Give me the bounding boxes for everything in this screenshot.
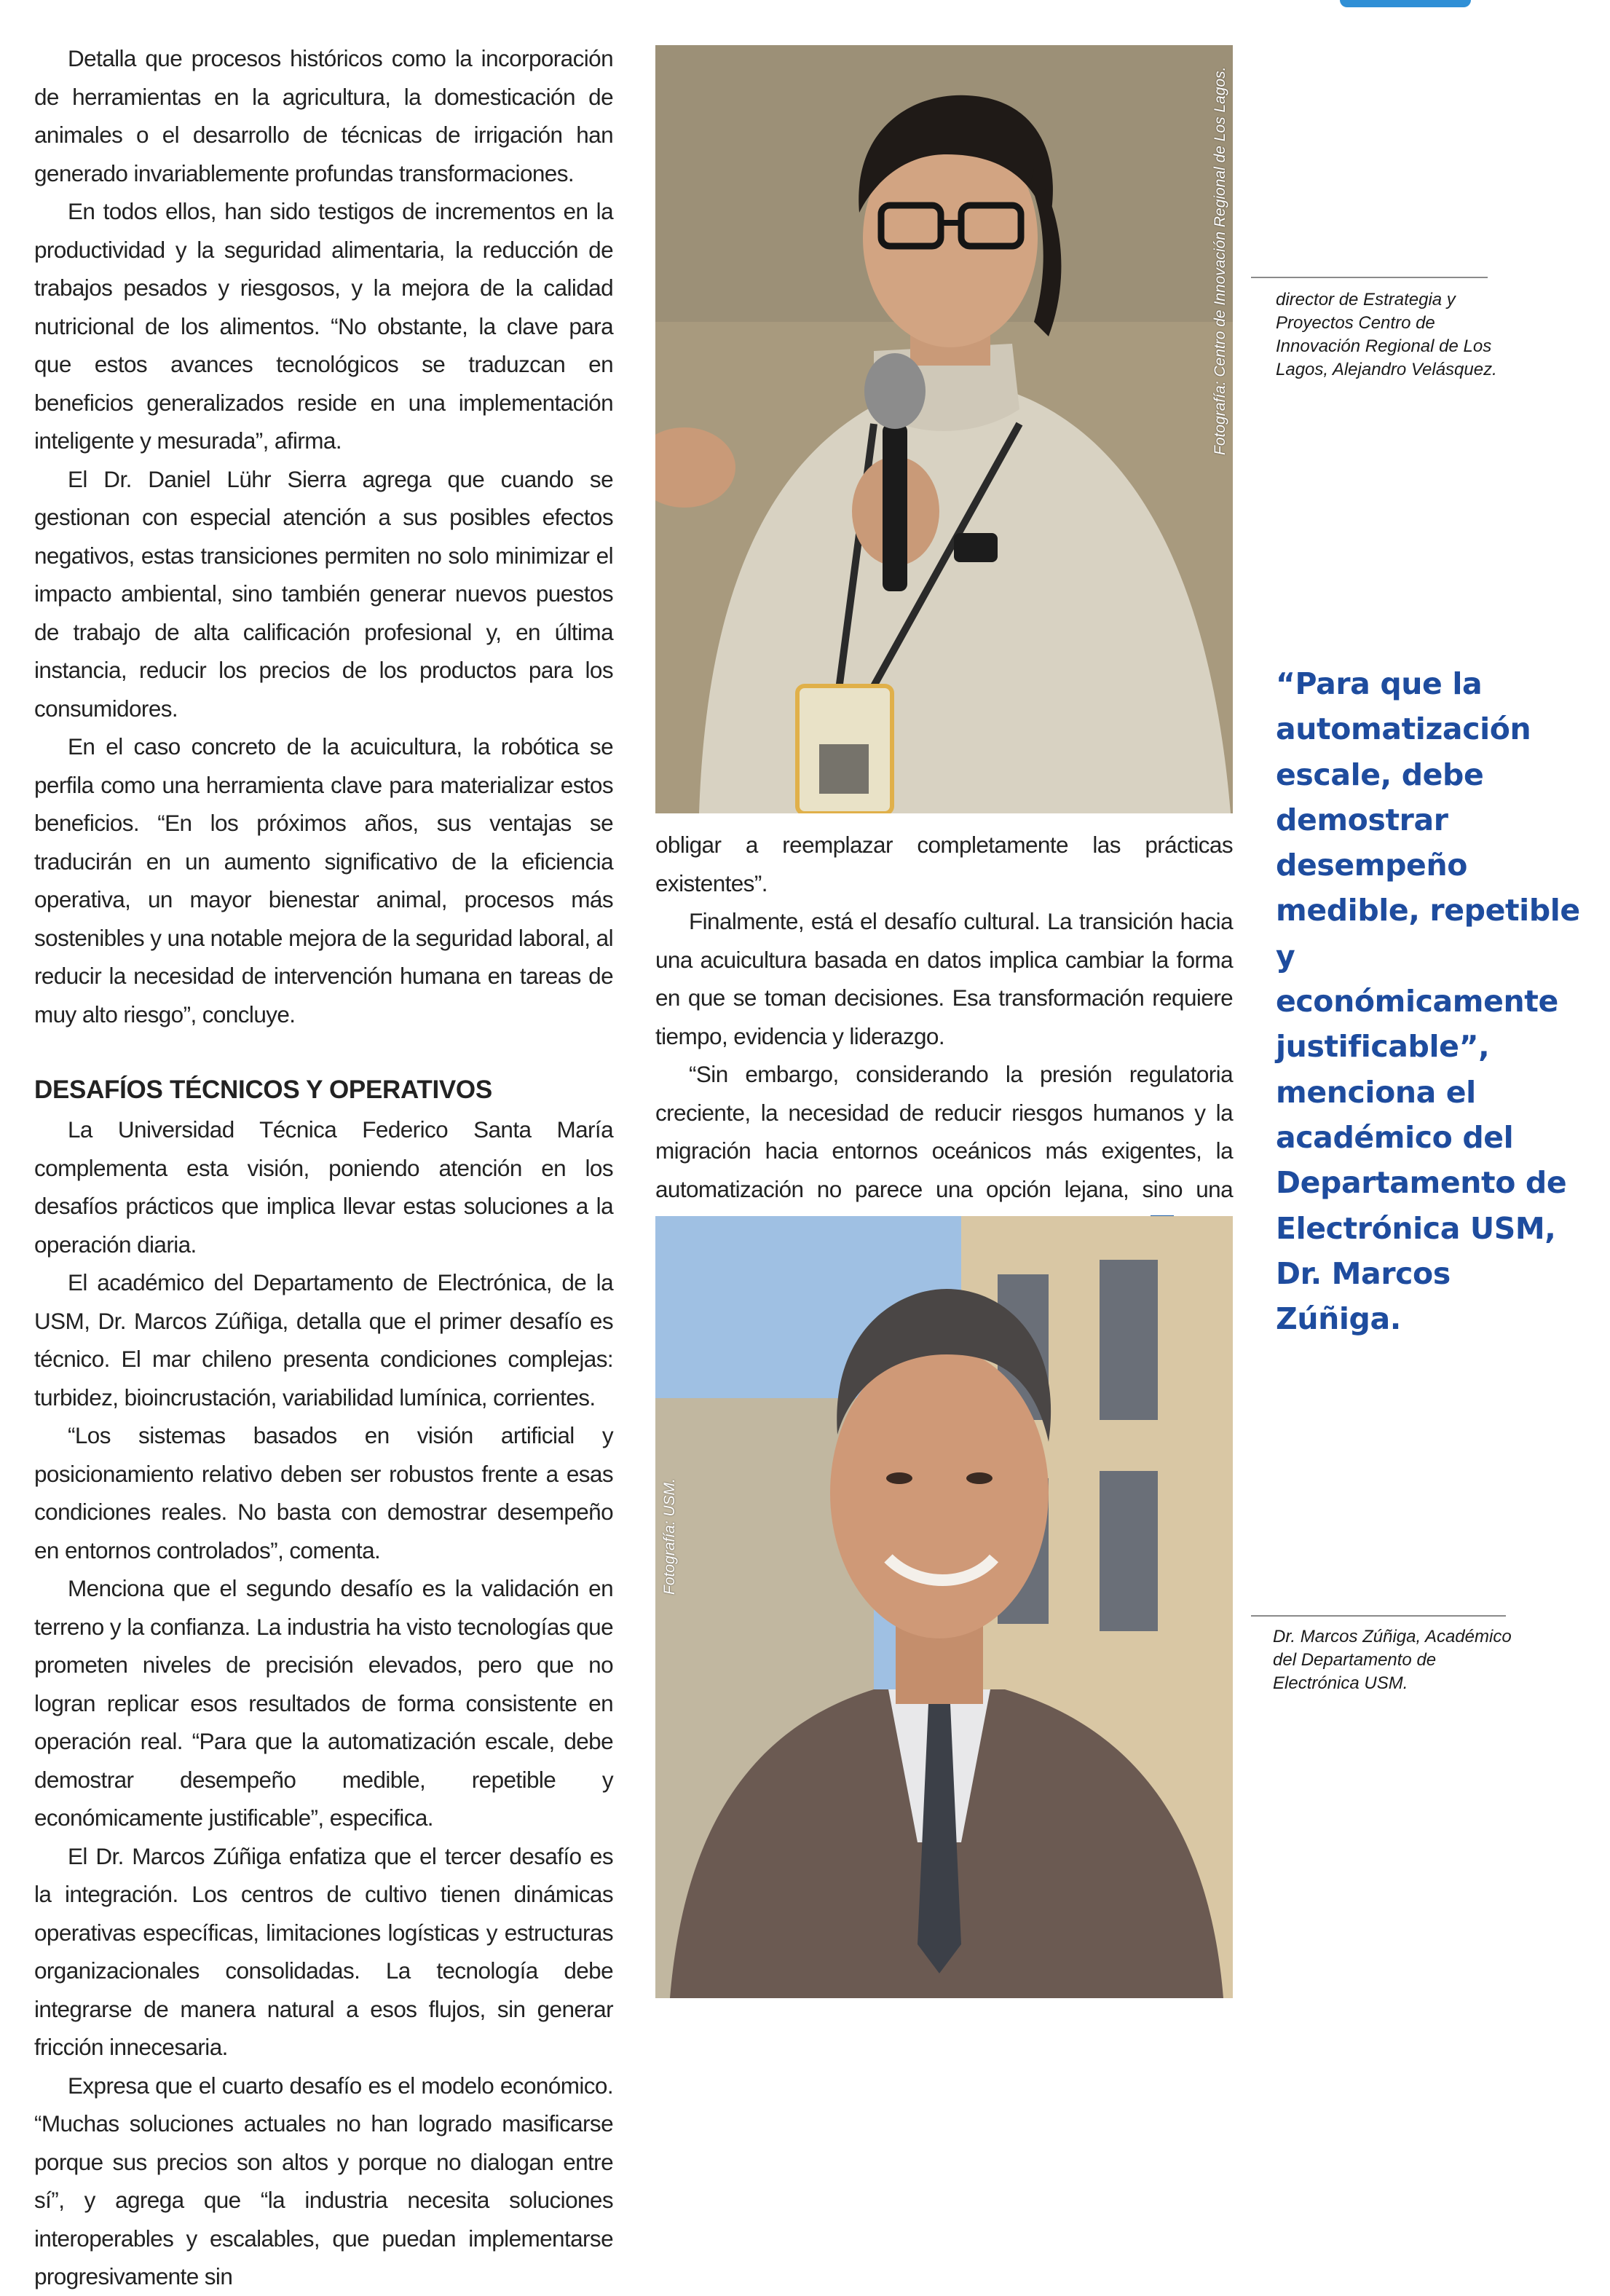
top-accent-shape (1340, 0, 1471, 7)
body-paragraph: “Los sistemas basados en visión artificial y posicionamiento relativo deben ser robustos frente a esas condiciones reales. No basta con demostrar desempeño en entornos controlados”, comenta. (34, 1422, 613, 1563)
speaker-illustration (655, 45, 1233, 813)
body-paragraph: Menciona que el segundo desafío es la validación en terreno y la confianza. La industria ha visto tecnologías que prometen niveles de precisión elevados, pero que no logran replicar esos resultados de forma consistente en operación real. “Para que la automatización escale, debe demostrar desempeño medible, repetible y económicamente justificable”, especifica. (34, 1575, 613, 1831)
body-paragraph: Detalla que procesos históricos como la incorporación de herramientas en la agricultura, la domesticación de animales o el desarrollo de técnicas de irrigación han generado invariablemente profundas transformaciones. (34, 45, 613, 186)
photo-caption: director de Estrategia y Proyectos Centro de Innovación Regional de Los Lagos, Alejandro Velásquez. (1276, 290, 1497, 379)
body-paragraph: La Universidad Técnica Federico Santa María complementa esta visión, poniendo atención en los desafíos prácticos que implica llevar estas soluciones a la operación diaria. (34, 1116, 613, 1258)
caption-divider (1251, 1615, 1506, 1617)
body-paragraph: En todos ellos, han sido testigos de incrementos en la productividad y la seguridad alimentaria, la reducción de trabajos pesados y riesgosos, y la mejora de la calidad nutricional de los alimentos. “No obstante, la clave para que estos avances tecnológicos se traduzcan en beneficios generalizados reside en una implementación inteligente y mesurada”, afirma. (34, 198, 613, 454)
body-paragraph: El Dr. Daniel Lühr Sierra agrega que cuando se gestionan con especial atención a sus posibles efectos negativos, estas transiciones permiten no solo minimizar el impacto ambiental, sino también generar nuevos puestos de trabajo de alta calificación profesional y, en última instancia, reducir los precios de los productos para los consumidores. (34, 465, 613, 722)
portrait-illustration (655, 1216, 1233, 1998)
portrait-photo (655, 1216, 1233, 1998)
photo-credit: Fotografía: USM. (661, 1478, 678, 1595)
photo-credit: Fotografía: Centro de Innovación Regional de Los Lagos. (1212, 66, 1228, 455)
body-paragraph: En el caso concreto de la acuicultura, la robótica se perfila como una herramienta clave para materializar estos beneficios. “En los próximos años, sus ventajas se traducirán en un aumento significativo de la eficiencia operativa, un mayor bienestar animal, procesos más sostenibles y una notable mejora de la seguridad laboral, al reducir la necesidad de intervención humana en tareas de muy alto riesgo”, concluye. (34, 733, 613, 1027)
section-heading: DESAFÍOS TÉCNICOS Y OPERATIVOS (34, 1076, 492, 1104)
caption-divider (1251, 277, 1488, 278)
body-paragraph: Finalmente, está el desafío cultural. La transición hacia una acuicultura basada en datos implica cambiar la forma en que se toman decisiones. Esa transformación requiere tiempo, evidencia y liderazgo. (655, 908, 1233, 1049)
pull-quote: “Para que la automatización escale, debe demostrar desempeño medible, repetible y económicamente justificable”, menciona el académico del Departamento de Electrónica USM, Dr. Marcos Zúñiga. (1276, 666, 1580, 1337)
body-paragraph: Expresa que el cuarto desafío es el modelo económico. “Muchas soluciones actuales no han logrado masificarse porque sus precios son altos y porque no dialogan entre sí”, y agrega que “la industria necesita soluciones interoperables y escalables, que puedan implementarse progresivamente sin (34, 2072, 613, 2289)
middle-text-column (655, 826, 1233, 1247)
body-paragraph: obligar a reemplazar completamente las prácticas existentes”. (655, 832, 1233, 896)
photo-caption: Dr. Marcos Zúñiga, Académico del Departamento de Electrónica USM. (1273, 1627, 1512, 1693)
speaker-photo (655, 45, 1233, 813)
left-text-column (34, 39, 613, 2296)
closing-paragraph-text: “Sin embargo, considerando la presión regulatoria creciente, la necesidad de reducir riesgos humanos y la migración hacia entornos oceánicos más exigentes, la automatización no parece una opción lejana, sino una (655, 1061, 1233, 1202)
body-paragraph: El académico del Departamento de Electrónica, de la USM, Dr. Marcos Zúñiga, detalla que el primer desafío es técnico. El mar chileno presenta condiciones complejas: turbidez, bioincrustación, variabilidad lumínica, corrientes. (34, 1269, 613, 1411)
body-paragraph: El Dr. Marcos Zúñiga enfatiza que el tercer desafío es la integración. Los centros de cultivo tienen dinámicas operativas específicas, limitaciones logísticas y estructuras organizacionales consolidadas. La tecnología debe integrarse de manera natural a esos flujos, sin generar fricción innecesaria. (34, 1842, 613, 2060)
